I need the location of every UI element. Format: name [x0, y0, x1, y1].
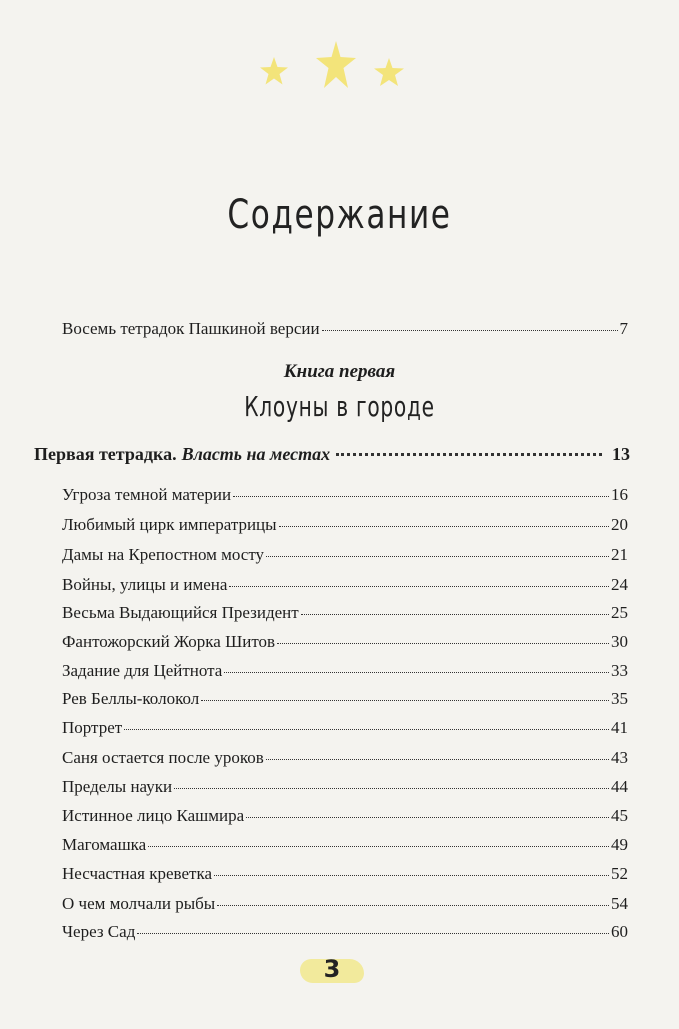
dot-leader [224, 672, 609, 673]
toc-entry-preface [62, 319, 628, 339]
dot-leader [201, 700, 609, 701]
dot-leader [217, 905, 609, 906]
toc-entry-label: Фантожорский Жорка Шитов [62, 632, 276, 651]
dot-leader [137, 933, 609, 934]
toc-entry-page: 60 [611, 922, 628, 941]
toc-entry-label: Саня остается после уроков [62, 748, 264, 767]
toc-entry-label: Магомашка [62, 835, 147, 854]
dot-leader [233, 496, 609, 497]
toc-entry-page: 43 [611, 748, 628, 767]
dot-leader [279, 526, 609, 527]
toc-entry [62, 748, 628, 768]
toc-entry [62, 777, 628, 797]
dot-leader [301, 614, 609, 615]
dot-leader [277, 643, 609, 644]
toc-entry [62, 661, 628, 681]
dot-leader [174, 788, 609, 789]
dot-leader [214, 875, 609, 876]
toc-entry-page: 16 [611, 485, 628, 504]
dot-leader [148, 846, 609, 847]
dot-leader [336, 453, 602, 456]
toc-entry-page: 7 [619, 319, 628, 338]
decorative-stars [0, 40, 679, 110]
toc-entry-label: Несчастная креветка [62, 864, 212, 883]
toc-entry [62, 922, 628, 942]
star-icon [372, 56, 406, 88]
toc-entry-label: О чем молчали рыбы [62, 894, 216, 913]
dot-leader [322, 330, 618, 331]
toc-entry-label: Дамы на Крепостном мосту [62, 545, 265, 564]
toc-entry-label: Через Сад [62, 922, 136, 941]
star-icon [258, 55, 290, 87]
toc-entry-label: Угроза темной материи [62, 485, 232, 504]
toc-entry-page: 21 [611, 545, 628, 564]
toc-entry-page: 35 [611, 689, 628, 708]
section-page: 13 [612, 444, 630, 464]
book-subtitle: Книга первая [283, 361, 396, 382]
toc-entry-label: Любимый цирк императрицы [62, 515, 277, 534]
toc-entry [62, 515, 628, 535]
toc-section-heading [34, 444, 630, 465]
dot-leader [124, 729, 609, 730]
toc-entry-page: 54 [611, 894, 628, 913]
book-title: Клоуны в городе [244, 390, 435, 423]
toc-entry [62, 632, 628, 652]
toc-entry-page: 52 [611, 864, 628, 883]
toc-entry [62, 485, 628, 505]
toc-entry-page: 30 [611, 632, 628, 651]
toc-entry [62, 806, 628, 826]
toc-entry [62, 603, 628, 623]
toc-entry-page: 44 [611, 777, 628, 796]
toc-entry [62, 894, 628, 914]
toc-entry [62, 835, 628, 855]
toc-entry-label: Восемь тетрадок Пашкиной версии [62, 319, 320, 338]
page-number: 3 [323, 955, 341, 983]
section-label-italic: Власть на местах [181, 444, 331, 464]
toc-entry-label: Войны, улицы и имена [62, 575, 228, 594]
toc-entry-page: 33 [611, 661, 628, 680]
section-label: Первая тетрадка. [34, 444, 177, 464]
toc-entry-page: 41 [611, 718, 628, 737]
toc-entry [62, 575, 628, 595]
dot-leader [229, 586, 609, 587]
dot-leader [266, 556, 609, 557]
toc-entry-page: 25 [611, 603, 628, 622]
toc-entry-label: Пределы науки [62, 777, 173, 796]
toc-entry-page: 20 [611, 515, 628, 534]
toc-entry-label: Рев Беллы-колокол [62, 689, 200, 708]
toc-entry-label: Задание для Цейтнота [62, 661, 223, 680]
toc-entry-page: 45 [611, 806, 628, 825]
toc-entry-page: 24 [611, 575, 628, 594]
toc-entry-label: Весьма Выдающийся Президент [62, 603, 299, 622]
toc-entry-label: Истинное лицо Кашмира [62, 806, 245, 825]
dot-leader [246, 817, 609, 818]
toc-entry [62, 689, 628, 709]
page-number-badge [300, 955, 364, 987]
toc-entry-label: Портрет [62, 718, 123, 737]
toc-entry-page: 49 [611, 835, 628, 854]
toc-entry [62, 545, 628, 565]
toc-entry [62, 864, 628, 884]
dot-leader [266, 759, 609, 760]
page-title: Содержание [227, 192, 452, 238]
star-icon [314, 40, 358, 92]
toc-entry [62, 718, 628, 738]
